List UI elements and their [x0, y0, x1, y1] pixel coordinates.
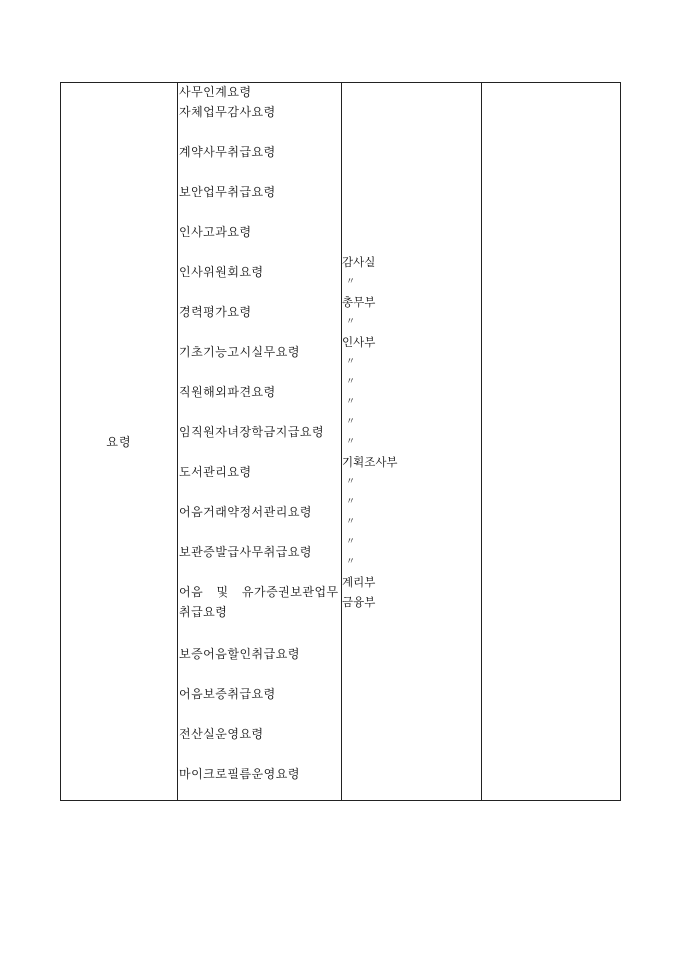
department-item: 기획조사부 — [342, 455, 398, 469]
department-item: 〃 — [346, 317, 356, 327]
regulation-item: 전산실운영요령 — [179, 727, 264, 741]
regulation-item: 계약사무취급요령 — [179, 145, 276, 159]
regulation-item: 어음 및 유가증권보관업무취급요령 — [179, 585, 339, 619]
regulation-item: 직원해외파견요령 — [179, 385, 276, 399]
regulation-item: 어음거래약정서관리요령 — [179, 505, 313, 519]
department-item: 〃 — [346, 277, 356, 287]
regulation-item: 보관증발급사무취급요령 — [179, 545, 313, 559]
department-item: 〃 — [346, 557, 356, 567]
regulation-item: 보안업무취급요령 — [179, 185, 276, 199]
department-item: 감사실 — [342, 255, 376, 269]
regulation-item: 인사고과요령 — [179, 225, 252, 239]
regulation-item: 보증어음할인취급요령 — [179, 647, 300, 661]
department-item: 계리부 — [342, 575, 376, 589]
department-item: 〃 — [346, 437, 356, 447]
department-item: 〃 — [346, 537, 356, 547]
regulation-item: 마이크로필름운영요령 — [179, 767, 300, 781]
regulation-item: 어음보증취급요령 — [179, 687, 276, 701]
regulation-item: 인사위원회요령 — [179, 265, 264, 279]
regulation-item: 임직원자녀장학금지급요령 — [179, 425, 325, 439]
regulation-item: 경력평가요령 — [179, 305, 252, 319]
remarks-cell — [482, 83, 620, 800]
department-item: 〃 — [346, 477, 356, 487]
department-item: 〃 — [346, 397, 356, 407]
department-item: 인사부 — [342, 335, 376, 349]
department-item: 〃 — [346, 377, 356, 387]
department-item: 〃 — [346, 417, 356, 427]
department-item: 〃 — [346, 517, 356, 527]
department-item: 금융부 — [342, 595, 376, 609]
department-item: 〃 — [346, 497, 356, 507]
regulation-item: 도서관리요령 — [179, 465, 252, 479]
regulation-item: 기초기능고시실무요령 — [179, 345, 300, 359]
category-label: 요령 — [106, 435, 132, 449]
regulation-item: 사무인계요령 — [179, 85, 252, 99]
category-cell — [61, 83, 177, 800]
regulation-table — [60, 82, 621, 801]
department-item: 총무부 — [342, 295, 376, 309]
column-divider-1 — [177, 83, 178, 800]
department-item: 〃 — [346, 357, 356, 367]
column-divider-2 — [341, 83, 342, 800]
regulation-item: 자체업무감사요령 — [179, 105, 276, 119]
